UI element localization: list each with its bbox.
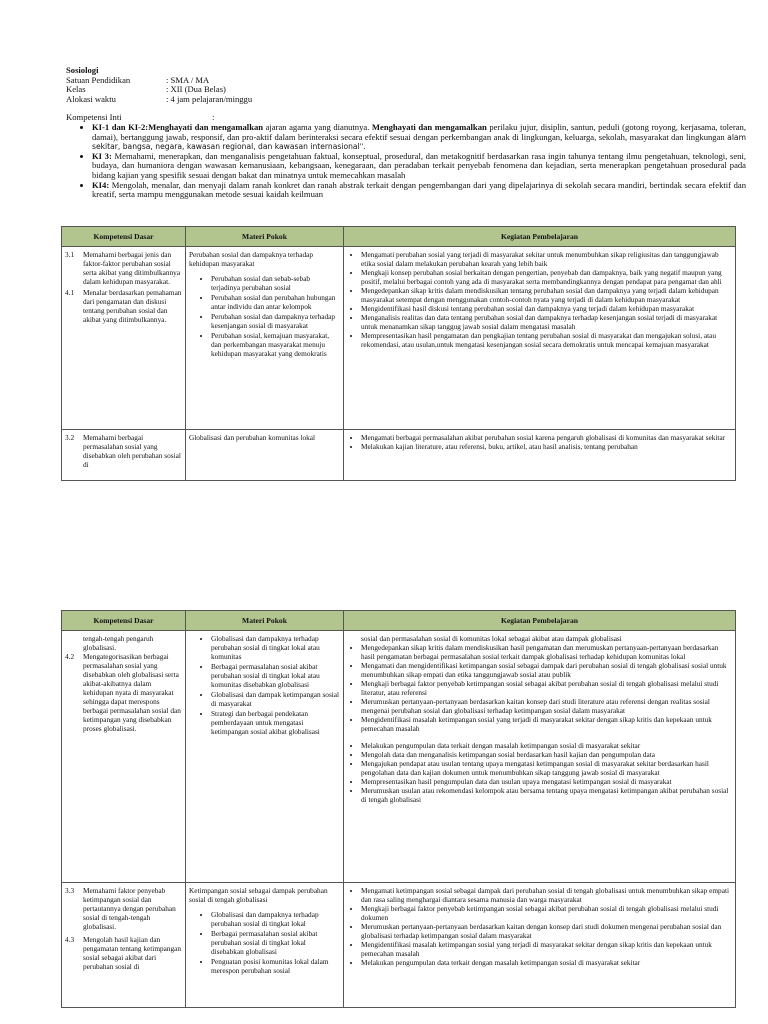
materi-cell: Globalisasi dan perubahan komunitas lokal [186,430,344,481]
list-item: • Globalisasi dan dampak ketimpangan sosial di masyarakat [211,690,340,708]
list-item: • Mengkaji berbagai faktor penyebab ketimpangan sosial sebagai akibat perubahan sosial di tengah globalisasi melalui studi dokumen [361,904,732,922]
kd-table-page2 [61,610,736,1008]
kd-cell: tengah-tengah pengaruh globalisasi. 4.2 Mengategorisasikan berbagai permasalahan sosial yang disebabkan oleh globalisasi serta akibat-akibatnya dalam kehidupan nyata di masyarakat sehingga dapat merespons berbagai permasalahan sosial dan ketimpangan yang disebabkan proses globalisasi. [62,631,186,883]
list-item: • Perubahan sosial dan sebab-sebab terjadinya perubahan sosial [211,274,340,292]
list-item: • Mengajukan pendapat atau usulan tentang upaya mengatasi ketimpangan sosial di masyarakat sekitar berdasarkan hasil pengolahan data dan kajian dokumen untuk menumbuhkan sikap tanggung jawab sosial di masyarakat [361,759,732,777]
list-item: • Perubahan sosial dan dampaknya terhadap kesenjangan sosial di masyarakat [211,312,340,330]
list-item: • Mengidentifikasi hasil diskusi tentang perubahan sosial dan dampaknya yang terjadi dalam kehidupan masyarakat [361,304,732,313]
header-materi-pokok: Materi Pokok [186,611,344,631]
list-item: • Mengamati dan mengidentifikasi ketimpangan sosial sebagai dampak dari perubahan sosial di tengah globalisasi sosial untuk menumbuhkan sikap empati dan etika tanggungjawab sosial atau publik [361,661,732,679]
ki-item: • KI 3: Memahami, menerapkan, dan menganalisis pengetahuan faktual, konseptual, prosedural, dan metakognitif berdasarkan rasa ingin tahunya tentang ilmu pengetahuan, teknologi, seni, budaya, dan humaniora dengan wawasan kemanusiaan, kebangsaan, kenegaraan, dan peradaban terkait penyebab fenomena dan kejadian, serta menerapkan pengetahuan prosedural pada bidang kajian yang spesifik sesuai dengan bakat dan minatnya untuk memecahkan masalah [92,152,746,181]
header-materi-pokok: Materi Pokok [186,227,344,247]
list-item: • Mengkaji konsep perubahan sosial berkaitan dengan pengertian, penyebab dan dampaknya, baik yang negatif maupun yang positif, melalui berbagai contoh yang ada di masyarakat serta membandingkannya dengan pendapat para pengamat dan ahli [361,268,732,286]
materi-cell: Perubahan sosial dan dampaknya terhadap kehidupan masyarakat • Perubahan sosial dan sebab-sebab terjadinya perubahan sosial • Perubahan sosial dan perubahan hubungan antar individu dan antar kelompok • Perubahan sosial dan dampaknya terhadap kesenjangan sosial di masyarakat • Perubahan sosial, kemajuan masyarakat, dan perkembangan masyarakat menuju kehidupan masyarakat yang demokratis [186,247,344,430]
list-item: • Mengidentifikasi masalah ketimpangan sosial yang terjadi di masyarakat sekitar dengan sikap kritis dan kepekaan untuk pemecahan masalah [361,715,732,733]
document-header [66,66,746,200]
ki-list [66,123,746,200]
list-item: • Strategi dan berbagai pendekatan pemberdayaan untuk mengatasi ketimpangan sosial akibat globalisasi [211,709,340,736]
materi-cell: Ketimpangan sosial sebagai dampak perubahan sosial di tengah globalisasi • Globalisasi dan dampaknya terhadap perubahan sosial di tingkat lokal • Berbagai permasalahan sosial akibat perubahan sosial di tingkat lokal disebabkan globalisasi • Penguatan posisi komunitas lokal dalam merespon perubahan sosial [186,883,344,1008]
kd-cell: 3.2 Memahami berbagai permasalahan sosial yang disebabkan oleh perubahan sosial di [62,430,186,481]
list-item: • Melakukan kajian literature, atau referensi, buku, artikel, atau hasil analisis, tentang perubahan [361,442,732,451]
kegiatan-cell [344,883,736,1008]
list-item: • Perubahan sosial, kemajuan masyarakat, dan perkembangan masyarakat menuju kehidupan masyarakat yang demokratis [211,331,340,358]
kd-cell: 3.1 Memahami berbagai jenis dan faktor-faktor perubahan sosial serta akibat yang ditimbulkannya dalam kehidupan masyarakat. 4.1 Menalar berdasarkan pemahaman dari pengamatan dan diskusi tentang perubahan sosial dan akibat yang ditimbulkannya. [62,247,186,430]
header-kompetensi-dasar: Kompetensi Dasar [62,227,186,247]
kegiatan-cell: sosial dan permasalahan sosial di komunitas lokal sebagai akibat atau dampak globalisasi • Mengedepankan sikap kritis dalam mendiskusikan hasil pengamatan dan merumuskan pertanyaan-pertanyaan berdasarkan hasil pengamatan berbagai permasalahan sosial terkait dampak globalisasi terhadap kehidupan komunitas lokal • Mengamati dan mengidentifikasi ketimpangan sosial sebagai dampak dari perubahan sosial di tengah globalisasi sosial untuk menumbuhkan sikap empati dan etika tanggungjawab sosial atau publik • Mengkaji berbagai faktor penyebab ketimpangan sosial sebagai akibat perubahan sosial di tengah globalisasi melalui studi literatur, atau referensi • Merumuskan pertanyaan-pertanyaan berdasarkan kaitan konsep dari studi literature atau referensi dengan realitas sosial mengenai perubahan sosial dan globalisasi terhadap ketimpangan sosial dalam masyarakat • Mengidentifikasi masalah ketimpangan sosial yang terjadi di masyarakat sekitar dengan sikap kritis dan kepekaan untuk pemecahan masalah • Melakukan pengumpulan data terkait dengan masalah ketimpangan sosial di masyarakat sekitar • Mengolah data dan menganalisis ketimpangan sosial berdasarkan hasil kajian dan pengumpulan data • Mengajukan pendapat atau usulan tentang upaya mengatasi ketimpangan sosial di masyarakat sekitar berdasarkan hasil pengolahan data dan kajian dokumen untuk menumbuhkan sikap tanggung jawab sosial di masyarakat • Mempresentasikan hasil pengumpulan data dan usulan upaya mengatasi ketimpangan sosial di masyarakat • Merumuskan usulan atau rekomendasi kelompok atau bersama tentang upaya mengatasi ketimpangan akibat perubahan sosial di tengah globalisasi [344,631,736,883]
list-item: • Globalisasi dan dampaknya terhadap perubahan sosial di tingkat lokal [211,910,340,928]
kegiatan-cell [344,430,736,481]
ki-item: • KI-1 dan KI-2:Menghayati dan mengamalkan ajaran agama yang dianutnya. Menghayati dan mengamalkan perilaku jujur, disiplin, santun, peduli (gotong royong, kerjasama, toleran, damai), bertanggung jawab, responsif, dan pro-aktif dalam berinteraksi secara efektif sesuai dengan perkembangan anak di lingkungan, keluarga, sekolah, masyarakat dan lingkungan alam sekitar, bangsa, negara, kawasan regional, dan kawasan internasional". [92,123,746,152]
list-item: • Melakukan pengumpulan data terkait dengan masalah ketimpangan sosial di masyarakat sekitar [361,741,732,750]
list-item: • Menganalisis realitas dan data tentang perubahan sosial dan dampaknya terhadap kesenjangan sosial terjadi di masyarakat untuk menanamkan sikap tanggug jawab sosial dalam mengatasi masalah [361,313,732,331]
list-item: • Merumuskan pertanyaan-pertanyaan berdasarkan kaitan dengan konsep dari studi dokumen mengenai perubahan sosial dan globalisasi terhadap ketimpangan sosial dalam masyarakat [361,922,732,940]
list-item: • Melakukan pengumpulan data terkait dengan masalah ketimpangan sosial di masyarakat sekitar [361,958,732,967]
kd-table-page1 [61,226,736,481]
ki-item: • KI4: Mengolah, menalar, dan menyaji dalam ranah konkret dan ranah abstrak terkait dengan pengembangan dari yang dipelajarinya di sekolah secara mandiri, bertindak secara efektif dan kreatif, serta mampu menggunakan metode sesuai kaidah keilmuan [92,181,746,200]
list-item: • Mengolah data dan menganalisis ketimpangan sosial berdasarkan hasil kajian dan pengumpulan data [361,750,732,759]
kd-cell: 3.3 Memahami faktor penyebab ketimpangan sosial dan pertautannya dengan perubahan sosial di tengah-tengah globalisasi. 4.3 Mengolah hasil kajian dan pengamatan tentang ketimpangan sosial sebagai akibat dari perubahan sosial di [62,883,186,1008]
list-item: • Mengidentifikasi masalah ketimpangan sosial yang terjadi di masyarakat sekitar dengan sikap kritis dan kepekaan untuk pemecahan masalah [361,940,732,958]
list-item: • Mengkaji berbagai faktor penyebab ketimpangan sosial sebagai akibat perubahan sosial di tengah globalisasi melalui studi literatur, atau referensi [361,679,732,697]
list-item: • Merumuskan usulan atau rekomendasi kelompok atau bersama tentang upaya mengatasi ketimpangan akibat perubahan sosial di tengah globalisasi [361,786,732,804]
list-item: • Mengedepankan sikap kritis dalam mendiskusikan tentang perubahan sosial dan dampaknya yang terjadi dalam kehidupan masyarakat setempat dengan menggunakan contoh-contoh nyata yang terjadi di dalam kehidupan masyarakat [361,286,732,304]
list-item: • Berbagai permasalahan sosial akibat perubahan sosial di tingkat lokal disebabkan globalisasi [211,929,340,956]
meta-row: Alokasi waktu : 4 jam pelajaran/minggu [66,93,253,104]
list-item: • Berbagai permasalahan sosial akibat perubahan sosial di tingkat lokal atau komunitas disebabkan globalisasi [211,662,340,689]
ki-label: Kompetensi Inti [66,112,122,123]
list-item: • Mengamati ketimpangan sosial sebagai dampak dari perubahan sosial di tengah globalisasi untuk menumbuhkan sikap empati dan rasa saling menghargai diantara sesama manusia dan warga masyarakat [361,886,732,904]
meta-row: Kelas : XII (Dua Belas) [66,84,226,95]
materi-cell [186,631,344,883]
list-item: • Mengamati perubahan sosial yang terjadi di masyarakat sekitar untuk menumbuhkan sikap religiusitas dan tanggungjawab etika sosial dalam melakukan perubahan kearah yang lebih baik [361,250,732,268]
subject-title: Sosiologi [66,65,99,75]
list-item: • Globalisasi dan dampaknya terhadap perubahan sosial di tingkat lokal atau komunitas [211,634,340,661]
header-kegiatan: Kegiatan Pembelajaran [344,611,736,631]
meta-row: Satuan Pendidikan : SMA / MA [66,74,210,85]
list-item: • Mempresentasikan hasil pengamatan dan pengkajian tentang perubahan sosial di masyarakat dan mengajukan solusi, atau rekomendasi, atau usulan,untuk mengatasi kesenjangan sosial secara demokratis untuk mencapai kemajuan masyarakat [361,331,732,349]
kompetensi-inti: Kompetensi Inti : • KI-1 dan KI-2:Menghayati dan mengamalkan ajaran agama yang dianutnya. Menghayati dan mengamalkan perilaku jujur, disiplin, santun, peduli (gotong royong, kerjasama, toleran, damai), bertanggung jawab, responsif, dan pro-aktif dalam berinteraksi secara efektif sesuai dengan perkembangan anak di lingkungan, keluarga, sekolah, masyarakat dan lingkungan alam sekitar, bangsa, negara, kawasan regional, dan kawasan internasional". • KI 3: Memahami, menerapkan, dan menganalisis pengetahuan faktual, konseptual, prosedural, dan metakognitif berdasarkan rasa ingin tahunya tentang ilmu pengetahuan, teknologi, seni, budaya, dan humaniora dengan wawasan kemanusiaan, kebangsaan, kenegaraan, dan peradaban terkait penyebab fenomena dan kejadian, serta menerapkan pengetahuan prosedural pada bidang kajian yang spesifik sesuai dengan bakat dan minatnya untuk memecahkan masalah • KI4: Mengolah, menalar, dan menyaji dalam ranah konkret dan ranah abstrak terkait dengan pengembangan dari yang dipelajarinya di sekolah secara mandiri, bertindak secara efektif dan kreatif, serta mampu menggunakan metode sesuai kaidah keilmuan [66,113,746,199]
header-kompetensi-dasar: Kompetensi Dasar [62,611,186,631]
list-item: • Perubahan sosial dan perubahan hubungan antar individu dan antar kelompok [211,293,340,311]
kegiatan-cell [344,247,736,430]
list-item: • Mengamati berbagai permasalahan akibat perubahan sosial karena pengaruh globalisasi di komunitas dan masyarakat sekitar [361,433,732,442]
list-item: • Mempresentasikan hasil pengumpulan data dan usulan upaya mengatasi ketimpangan sosial di masyarakat [361,777,732,786]
list-item: • Mengedepankan sikap kritis dalam mendiskusikan hasil pengamatan dan merumuskan pertanyaan-pertanyaan berdasarkan hasil pengamatan berbagai permasalahan sosial terkait dampak globalisasi terhadap kehidupan komunitas lokal [361,643,732,661]
header-kegiatan: Kegiatan Pembelajaran [344,227,736,247]
list-item: • Penguatan posisi komunitas lokal dalam merespon perubahan sosial [211,957,340,975]
list-item: • Merumuskan pertanyaan-pertanyaan berdasarkan kaitan konsep dari studi literature atau referensi dengan realitas sosial mengenai perubahan sosial dan globalisasi terhadap ketimpangan sosial dalam masyarakat [361,697,732,715]
